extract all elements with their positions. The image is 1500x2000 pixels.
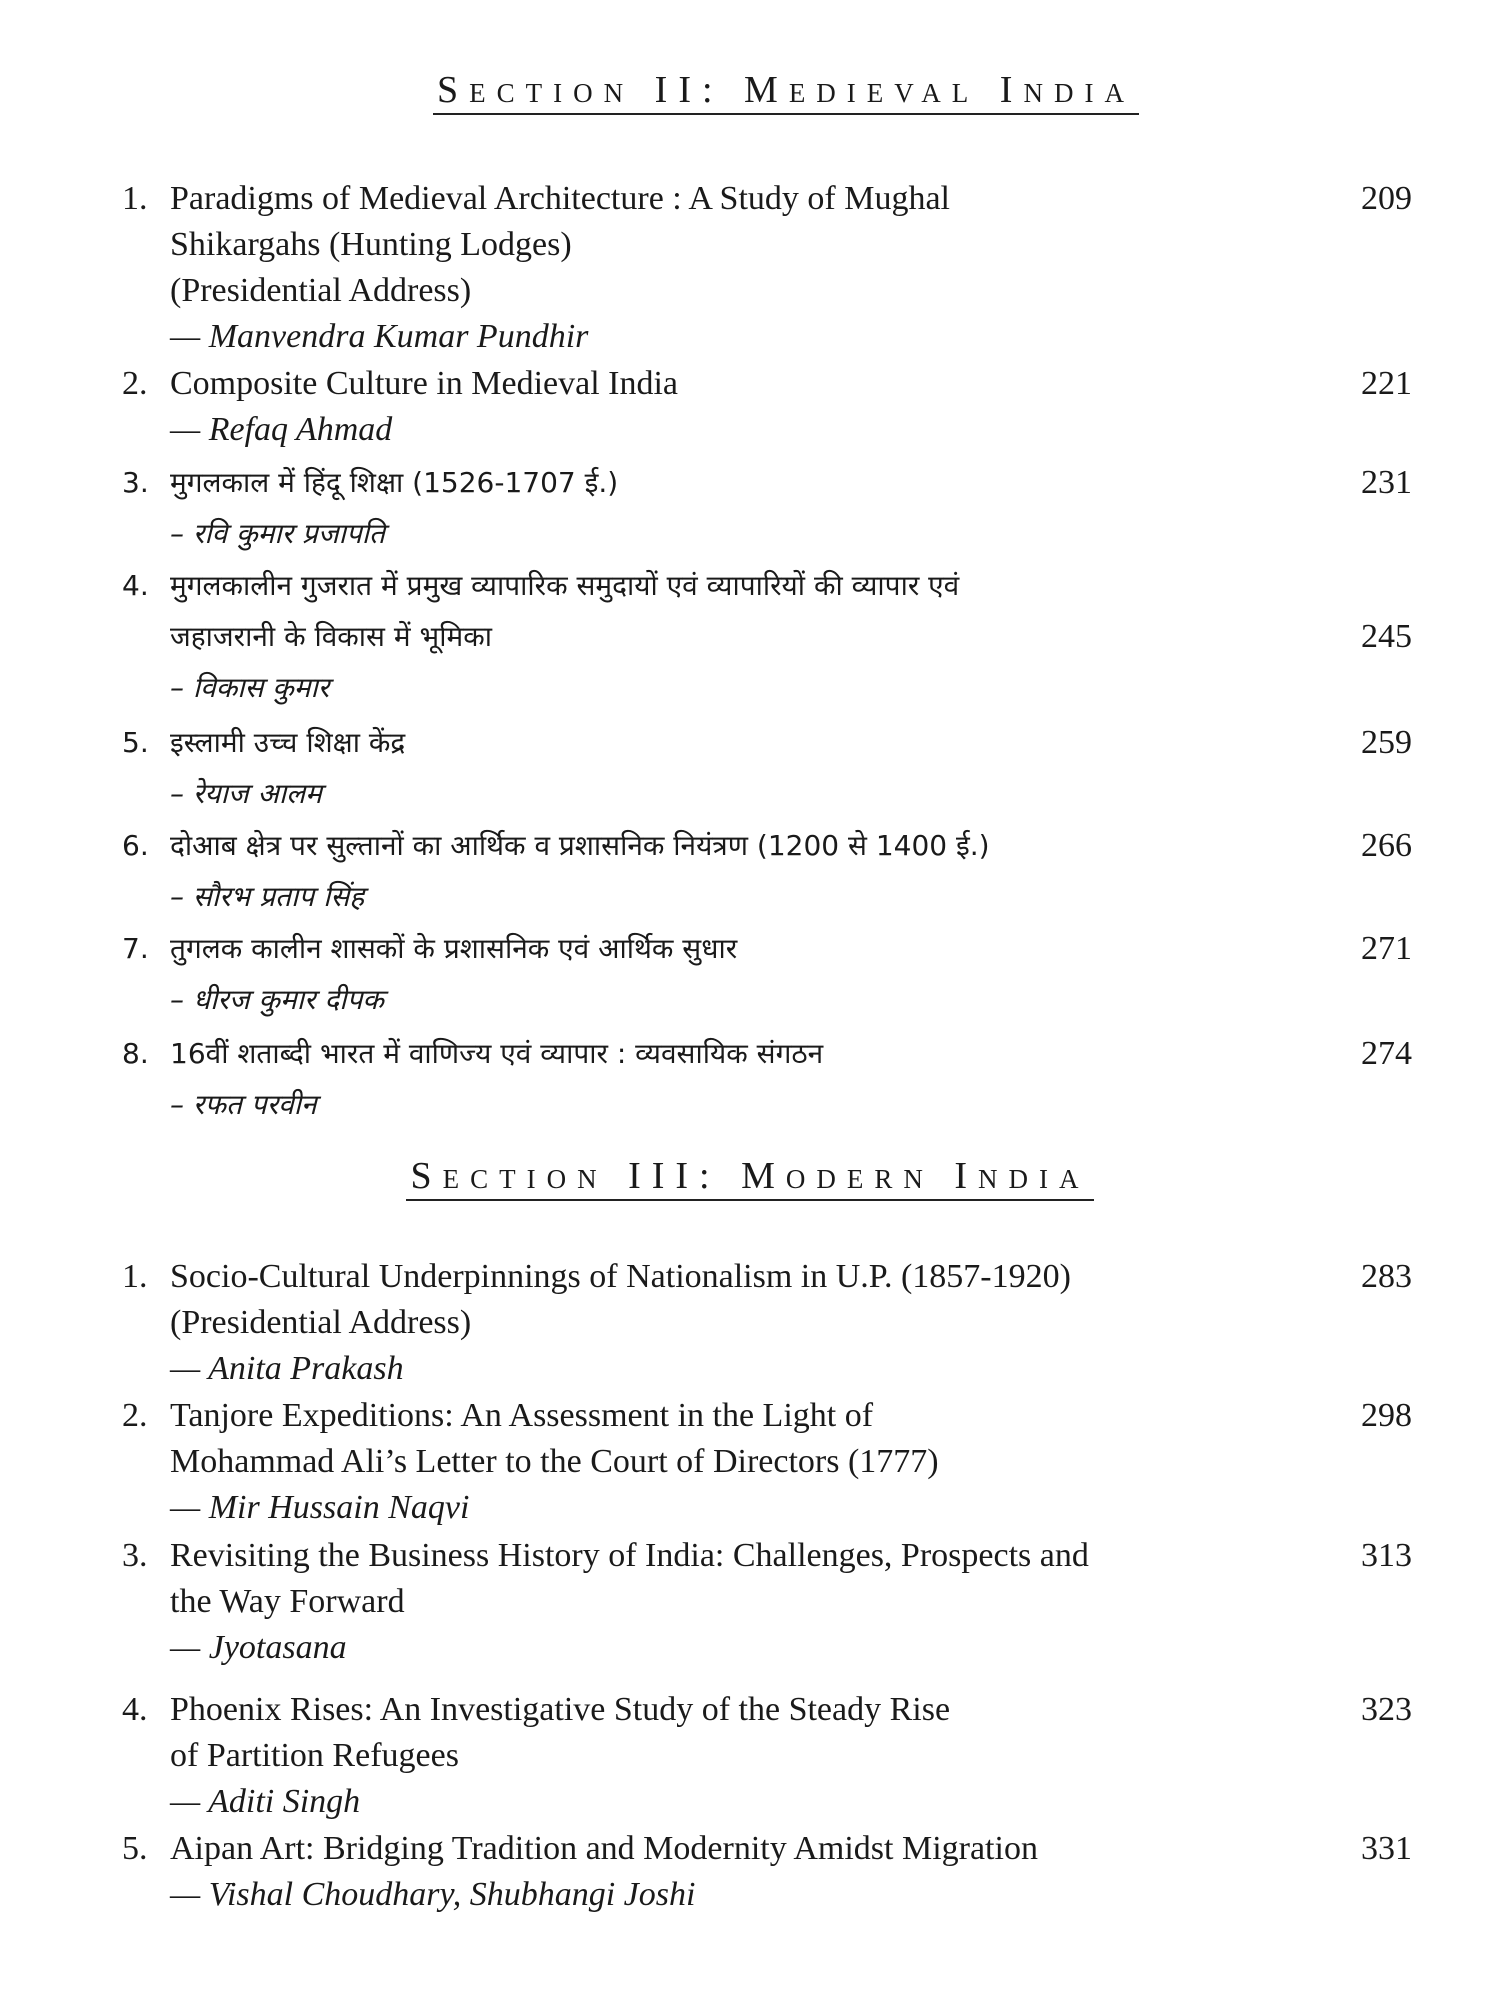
entry-author: — Anita Prakash (170, 1350, 404, 1387)
entry-title: 16वीं शताब्दी भारत में वाणिज्य एवं व्यापार : व्यवसायिक संगठन (170, 1037, 824, 1070)
entry-author: — Jyotasana (170, 1629, 347, 1666)
entry-title: Aipan Art: Bridging Tradition and Modernity Amidst Migration (170, 1830, 1038, 1867)
page-number: 221 (1361, 365, 1412, 402)
section-heading: Section II: Medieval India (36, 68, 1500, 112)
toc-entry: 8. 16वीं शताब्दी भारत में वाणिज्य एवं व्यापार : व्यवसायिक संगठन 274 – रफत परवीन (122, 1028, 1412, 1130)
page-number: 323 (1361, 1691, 1412, 1728)
entry-author: — Manvendra Kumar Pundhir (170, 318, 589, 355)
page-number: 331 (1361, 1830, 1412, 1867)
entry-author: – सौरभ प्रताप सिंह (170, 880, 365, 913)
entry-title: Composite Culture in Medieval India (170, 365, 679, 402)
entry-title: दोआब क्षेत्र पर सुल्तानों का आर्थिक व प्रशासनिक नियंत्रण (1200 से 1400 ई.) (170, 829, 990, 862)
entry-title: Revisiting the Business History of India: Challenges, Prospects and (170, 1537, 1089, 1574)
entry-author: – रवि कुमार प्रजापति (170, 517, 386, 550)
entry-author: – विकास कुमार (170, 671, 330, 704)
page-number: 298 (1361, 1397, 1412, 1434)
page-number: 245 (1361, 618, 1412, 655)
entry-title: Socio-Cultural Underpinnings of Nationalism in U.P. (1857-1920) (170, 1258, 1071, 1295)
entry-title: Phoenix Rises: An Investigative Study of the Steady Rise (170, 1691, 951, 1728)
toc-entry: 5. Aipan Art: Bridging Tradition and Modernity Amidst Migration 331 — Vishal Choudhary, Shubhangi Joshi (122, 1826, 1412, 1918)
entry-title: इस्लामी उच्च शिक्षा केंद्र (170, 726, 406, 759)
page-number: 209 (1361, 180, 1412, 217)
toc-entry: 1. Socio-Cultural Underpinnings of Nationalism in U.P. (1857-1920) 283 (Presidential Address) — Anita Prakash (122, 1254, 1412, 1392)
entry-title: Tanjore Expeditions: An Assessment in the Light of (170, 1397, 874, 1434)
page-number: 231 (1361, 464, 1412, 501)
entry-author: – रेयाज आलम (170, 777, 322, 810)
entry-author: – धीरज कुमार दीपक (170, 983, 384, 1016)
page-number: 266 (1361, 827, 1412, 864)
page-number: 313 (1361, 1537, 1412, 1574)
entry-title: मुगलकालीन गुजरात में प्रमुख व्यापारिक समुदायों एवं व्यापारियों की व्यापार एवं (170, 569, 960, 602)
page-number: 271 (1361, 930, 1412, 967)
toc-entry: 4. मुगलकालीन गुजरात में प्रमुख व्यापारिक समुदायों एवं व्यापारियों की व्यापार एवं जहाजरानी के विकास में भूमिका 245 – विकास कुमार (122, 560, 1412, 713)
entry-author: — Mir Hussain Naqvi (170, 1489, 470, 1526)
entry-author: — Refaq Ahmad (170, 411, 393, 448)
page-number: 259 (1361, 724, 1412, 761)
entry-author: — Aditi Singh (170, 1783, 361, 1820)
page-number: 283 (1361, 1258, 1412, 1295)
toc-entry: 3. मुगलकाल में हिंदू शिक्षा (1526-1707 ई.) 231 – रवि कुमार प्रजापति (122, 457, 1412, 559)
page-number: 274 (1361, 1035, 1412, 1072)
toc-entry: 5. इस्लामी उच्च शिक्षा केंद्र 259 – रेयाज आलम (122, 717, 1412, 819)
entry-title: Paradigms of Medieval Architecture : A Study of Mughal (170, 180, 950, 217)
toc-entry: 6. दोआब क्षेत्र पर सुल्तानों का आर्थिक व प्रशासनिक नियंत्रण (1200 से 1400 ई.) 266 – सौरभ प्रताप सिंह (122, 820, 1412, 922)
toc-entry: 7. तुगलक कालीन शासकों के प्रशासनिक एवं आर्थिक सुधार 271 – धीरज कुमार दीपक (122, 923, 1412, 1025)
toc-entry: 1. Paradigms of Medieval Architecture : A Study of Mughal 209 Shikargahs (Hunting Lodges) (Presidential Address) — Manvendra Kumar Pundhir (122, 176, 1412, 360)
toc-entry: 2. Tanjore Expeditions: An Assessment in the Light of 298 Mohammad Ali’s Letter to the Court of Directors (1777) — Mir Hussain Naqvi (122, 1393, 1412, 1531)
toc-entry: 4. Phoenix Rises: An Investigative Study of the Steady Rise 323 of Partition Refugees — Aditi Singh (122, 1687, 1412, 1825)
section-heading: Section III: Modern India (0, 1154, 1500, 1198)
toc-entry: 2. Composite Culture in Medieval India 221 — Refaq Ahmad (122, 361, 1412, 453)
entry-title: तुगलक कालीन शासकों के प्रशासनिक एवं आर्थिक सुधार (170, 932, 738, 965)
entry-title: मुगलकाल में हिंदू शिक्षा (1526-1707 ई.) (170, 466, 619, 499)
entry-author: — Vishal Choudhary, Shubhangi Joshi (170, 1876, 696, 1913)
toc-entry: 3. Revisiting the Business History of India: Challenges, Prospects and 313 the Way Forward — Jyotasana (122, 1533, 1412, 1671)
entry-author: – रफत परवीन (170, 1088, 317, 1121)
